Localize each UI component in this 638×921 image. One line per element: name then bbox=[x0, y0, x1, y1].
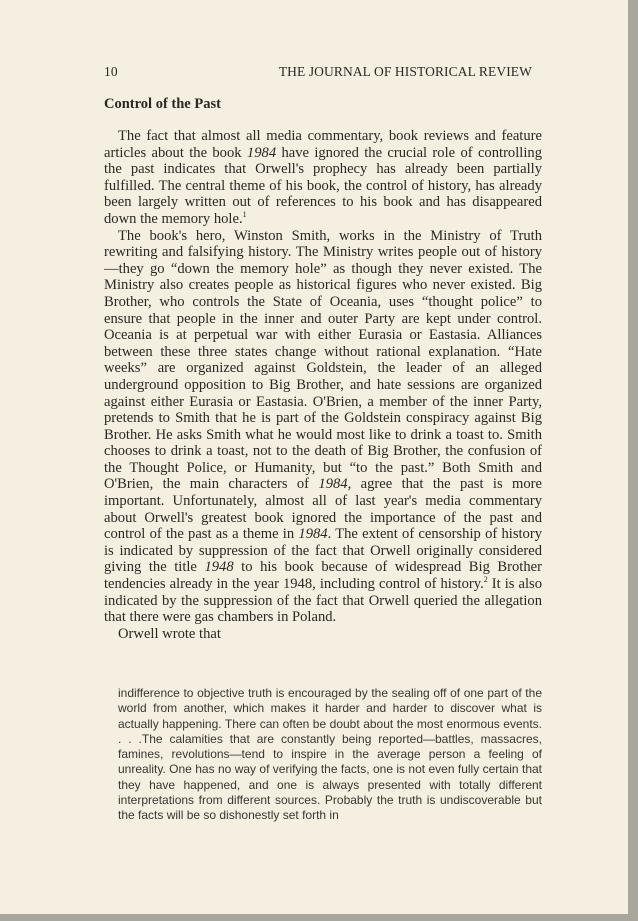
running-head bbox=[104, 64, 532, 82]
paragraph-2: The book's hero, Winston Smith, works in the Ministry of Truth rewriting and falsifying history. The Ministry writes people out of history—they go “down the memory hole” as though they never existed. The Ministry also creates people as historical figures who never existed. Big Brother, who controls the State of Oceania, uses “thought police” to ensure that people in the inner and outer Party are kept under control. Oceania is at perpetual war with either Eurasia or Eastasia. Alliances between these three states change without rational explanation. “Hate weeks” are organized against Goldstein, the leader of an alleged underground opposition to Big Brother, and hate sessions are organized against either Eurasia or Eastasia. O'Brien, a member of the inner Party, pretends to Smith that he is part of the Goldstein conspiracy against Big Brother. He asks Smith what he would most like to drink a toast to. Smith chooses to drink a toast, not to the death of Big Brother, the confusion of the Thought Police, or Humanity, but “to the past.” Both Smith and O'Brien, the main characters of 1984, agree that the past is more important. Unfortunately, almost all of last year's media commentary about Orwell's greatest book ignored the importance of the past and control of the past as a theme in 1984. The extent of censorship of history is indicated by suppression of the fact that Orwell originally considered giving the title 1948 to his book because of widespread Big Brother tendencies already in the year 1948, including control of history.$^2$ It is also indicated by the suppression of the fact that Orwell queried the allegation that there were gas chambers in Poland. bbox=[104, 227, 543, 626]
footnote-marker-2: 2 bbox=[483, 575, 488, 585]
block-quotation: indifference to objective truth is encouraged by the sealing off of one part of the world from another, which makes it harder and harder to discover what is actually happening. There can often be doubt about the most enormous events. . . .The calamities that are constantly being reported—battles, massacres, famines, revolutions—tend to inspire in the average person a feeling of unreality. One has no way of verifying the facts, one is not even fully certain that they have happened, and one is always presented with totally different interpretations from different sources. Probably the truth is undiscoverable but the facts will be so dishonestly set forth in bbox=[118, 686, 542, 823]
section-title: Control of the Past bbox=[104, 96, 221, 112]
page-edge-shadow-right bbox=[628, 0, 638, 921]
paragraph-1: The fact that almost all media commentary, book reviews and feature articles about the book 1984 have ignored the crucial role of controlling the past indicates that Orwell's prophecy has already been partially fulfilled. The central theme of his book, the control of history, has already been largely written out of references to his book and has disappeared down the memory hole.$^1$ bbox=[104, 128, 542, 227]
body-text bbox=[104, 128, 542, 642]
journal-title: THE JOURNAL OF HISTORICAL REVIEW bbox=[278, 64, 532, 79]
paragraph-3-lead-in: Orwell wrote that bbox=[118, 625, 221, 642]
page-edge-shadow-bottom bbox=[0, 914, 638, 921]
page-number: 10 bbox=[104, 64, 118, 79]
footnote-marker-1: 1 bbox=[242, 210, 247, 220]
